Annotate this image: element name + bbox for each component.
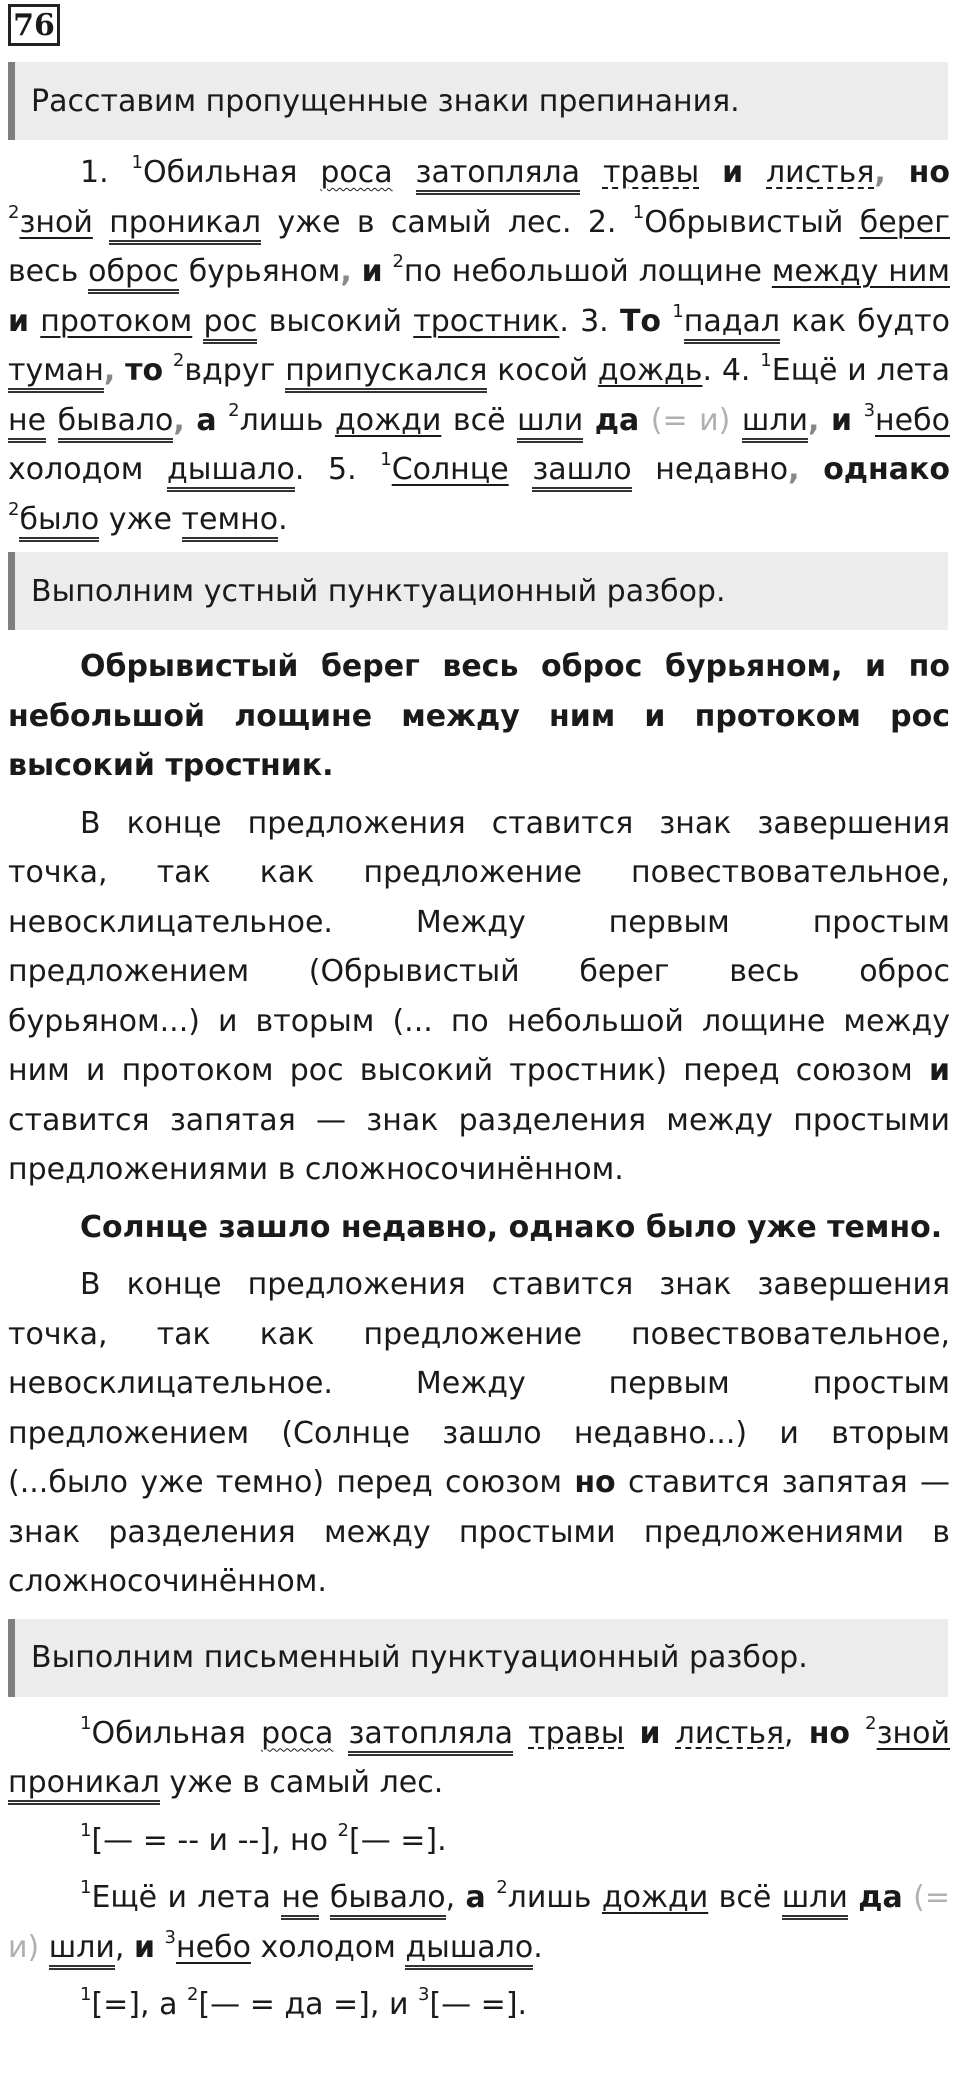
example-sentence-1: Обрывистый берег весь оброс бурьяном, и по небольшой лощине между ним и протоком рос высокий тростник. — [8, 649, 950, 783]
section-title: Выполним письменный пунктуационный разбор. — [31, 1640, 808, 1675]
exercise-number: 76 — [8, 4, 60, 46]
section-title: Расставим пропущенные знаки препинания. — [31, 83, 740, 119]
scheme-1: $^1$[— = -- и --], но $^2$[— =]. — [80, 1819, 447, 1858]
section-header-oral — [8, 552, 948, 630]
written-sentence-2: $^1$Ещё и лета не бывало, а $^2$лишь дожди всё шли да (= и) шли, и $^3$небо холодом дышало. — [8, 1873, 950, 1972]
example-sentence-2: Солнце зашло недавно, однако было уже темно. — [80, 1209, 943, 1245]
section-header-written — [8, 1619, 948, 1697]
explanation-1: В конце предложения ставится знак завершения точка, так как предложение повествовательное, невосклицательное. Между первым простым предложением (Обрывистый берег весь оброс бурьяном...) и вторым (... по небольшой лощине между ним и протоком рос высокий тростник) перед союзом и ставится запятая — знак разделения между простыми предложениями в сложносочинённом. — [8, 805, 950, 1187]
written-sentence-1: $^1$Обильная роса затопляла травы и листья, но $^2$зной проникал уже в самый лес. — [8, 1709, 950, 1808]
explanation-2: В конце предложения ставится знак завершения точка, так как предложение повествовательное, невосклицательное. Между первым простым предложением (Солнце зашло недавно...) и вторым (...было уже темно) перед союзом но ставится запятая — знак разделения между простыми предложениями в сложносочинённом. — [8, 1267, 950, 1599]
scheme-2: $^1$[=], а $^2$[— = да =], и $^3$[— =]. — [80, 1984, 528, 2022]
main-exercise-text: 1. $^1$Обильная роса затопляла травы и листья, но $^2$зной проникал уже в самый лес. 2. $^1$Обрывистый берег весь оброс бурьяном, и $^2$по небольшой лощине между ним и протоком рос высокий тростник. 3. То $^1$падал как будто туман, то $^2$вдруг припускался косой дождь. 4. $^1$Ещё и лета не бывало, а $^2$лишь дожди всё шли да (= и) шли, и $^3$небо холодом дышало. 5. $^1$Солнце зашло недавно, однако $^2$было уже темно. — [8, 148, 950, 544]
section-title: Выполним устный пунктуационный разбор. — [31, 573, 726, 609]
section-header-punctuation — [8, 62, 948, 140]
